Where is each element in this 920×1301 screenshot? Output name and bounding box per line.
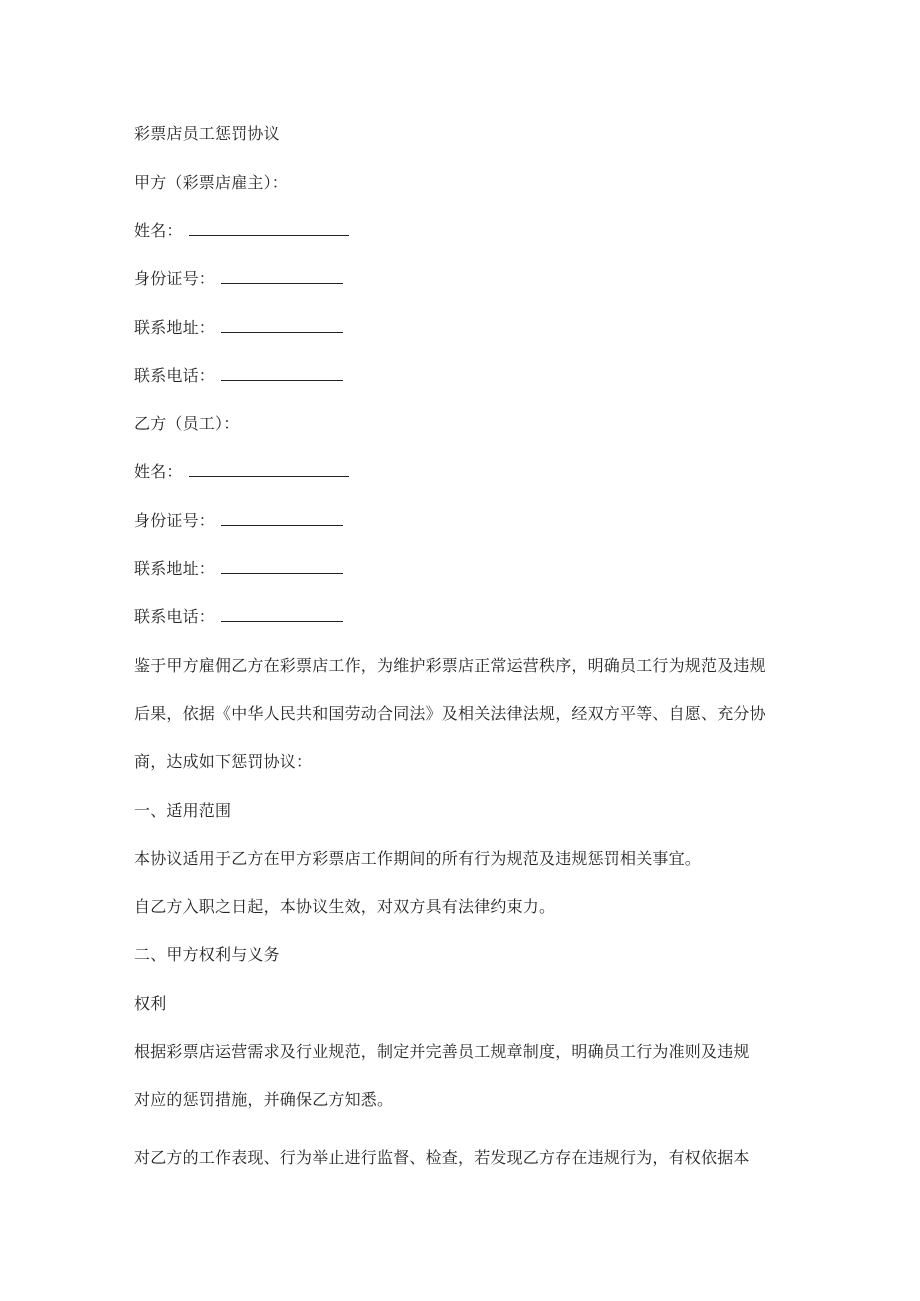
preamble-line-1: 鉴于甲方雇佣乙方在彩票店工作，为维护彩票店正常运营秩序，明确员工行为规范及违规 bbox=[134, 656, 766, 675]
party-a-name-field[interactable] bbox=[189, 221, 349, 236]
party-a-name-row bbox=[134, 220, 349, 242]
section-2-subheading-rights: 权利 bbox=[134, 994, 167, 1013]
party-a-id-label: 身份证号： bbox=[134, 269, 216, 288]
section-2-paragraph-2-line-1: 对乙方的工作表现、行为举止进行监督、检查，若发现乙方存在违规行为，有权依据本 bbox=[134, 1148, 750, 1167]
party-a-address-field[interactable] bbox=[221, 318, 343, 333]
party-a-address-label: 联系地址： bbox=[134, 318, 216, 337]
party-b-id-label: 身份证号： bbox=[134, 511, 216, 530]
party-a-address-row bbox=[134, 317, 343, 339]
party-b-address-field[interactable] bbox=[221, 559, 343, 574]
section-1-paragraph-1: 本协议适用于乙方在甲方彩票店工作期间的所有行为规范及违规惩罚相关事宜。 bbox=[134, 849, 702, 868]
section-2-heading: 二、甲方权利与义务 bbox=[134, 945, 280, 964]
party-a-id-row bbox=[134, 268, 343, 290]
party-b-name-row bbox=[134, 461, 349, 483]
preamble-line-3: 商，达成如下惩罚协议： bbox=[134, 752, 313, 771]
party-a-phone-row bbox=[134, 365, 343, 387]
party-b-name-field[interactable] bbox=[189, 462, 349, 477]
section-2-paragraph-1-line-1: 根据彩票店运营需求及行业规范，制定并完善员工规章制度，明确员工行为准则及违规 bbox=[134, 1042, 750, 1061]
section-1-paragraph-2: 自乙方入职之日起，本协议生效，对双方具有法律约束力。 bbox=[134, 897, 556, 916]
party-b-phone-row bbox=[134, 606, 343, 628]
party-a-phone-field[interactable] bbox=[221, 366, 343, 381]
party-b-id-field[interactable] bbox=[221, 511, 343, 526]
section-2-paragraph-1-line-2: 对应的惩罚措施，并确保乙方知悉。 bbox=[134, 1090, 394, 1109]
party-b-phone-label: 联系电话： bbox=[134, 607, 216, 626]
party-b-heading: 乙方（员工）： bbox=[134, 414, 240, 433]
party-b-address-label: 联系地址： bbox=[134, 559, 216, 578]
preamble-line-2: 后果，依据《中华人民共和国劳动合同法》及相关法律法规，经双方平等、自愿、充分协 bbox=[134, 704, 766, 723]
party-b-id-row bbox=[134, 510, 343, 532]
party-a-heading: 甲方（彩票店雇主）： bbox=[134, 173, 289, 192]
section-1-heading: 一、适用范围 bbox=[134, 801, 232, 820]
document-title: 彩票店员工惩罚协议 bbox=[134, 124, 280, 143]
party-b-address-row bbox=[134, 558, 343, 580]
party-b-name-label: 姓名： bbox=[134, 462, 183, 481]
party-a-id-field[interactable] bbox=[221, 269, 343, 284]
party-a-phone-label: 联系电话： bbox=[134, 366, 216, 385]
party-a-name-label: 姓名： bbox=[134, 221, 183, 240]
party-b-phone-field[interactable] bbox=[221, 607, 343, 622]
